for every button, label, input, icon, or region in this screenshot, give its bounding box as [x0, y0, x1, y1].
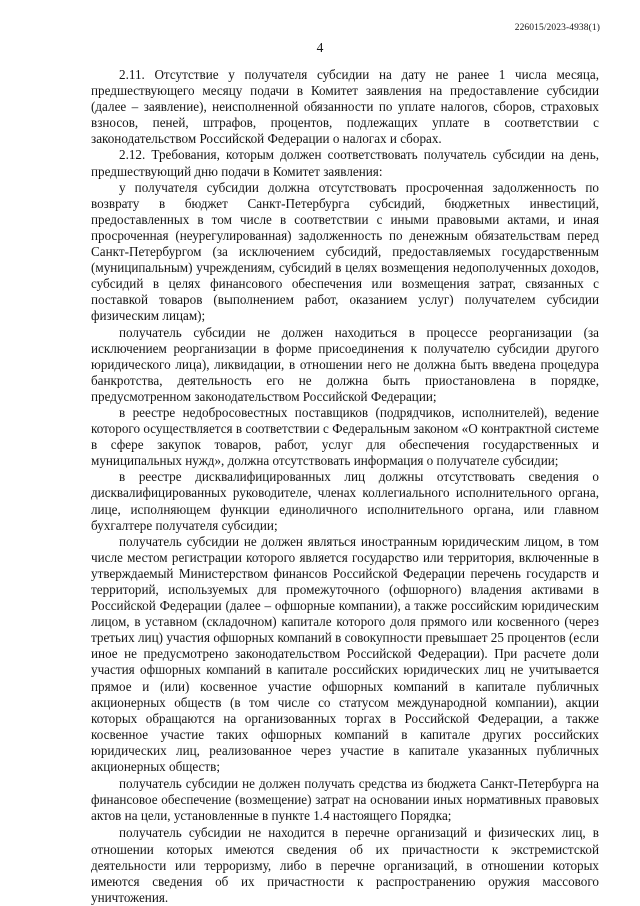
- paragraph-2-12: 2.12. Требования, которым должен соответствовать получатель субсидии на день, предшествующий дню подачи в Комитет заявления:: [91, 147, 599, 179]
- page-number: 4: [316, 40, 324, 55]
- paragraph-no-reorganization-requirement: получатель субсидии не должен находиться в процессе реорганизации (за исключением реорганизации в форме присоединения к получателю субсидии другого юридического лица), ликвидации, в отношении него не должна быть введена процедура банкротства, деятельность его не должна быть приостановлена в порядке, предусмотренном законодательством Российской Федерации;: [91, 324, 599, 404]
- document-body: [91, 67, 599, 906]
- paragraph-unreliable-suppliers-registry: в реестре недобросовестных поставщиков (подрядчиков, исполнителей), ведение которого осуществляется в соответствии с Федеральным законом «О контрактной системе в сфере закупок товаров, работ, услуг для обеспечения государственных и муниципальных нужд», должна отсутствовать информация о получателе субсидии;: [91, 404, 599, 469]
- paragraph-no-other-funding-requirement: получатель субсидии не должен получать средства из бюджета Санкт-Петербурга на финансовое обеспечение (возмещение) затрат на основании иных нормативных правовых актов на цели, установленные в пункте 1.4 настоящего Порядка;: [91, 776, 599, 824]
- paragraph-2-11: 2.11. Отсутствие у получателя субсидии на дату не ранее 1 числа месяца, предшествующего месяцу подачи в Комитет заявления на предоставление субсидии (далее – заявление), неисполненной обязанности по уплате налогов, сборов, страховых взносов, пеней, штрафов, процентов, подлежащих уплате в соответствии с законодательством Российской Федерации о налогах и сборах.: [91, 67, 599, 147]
- paragraph-no-debt-requirement: у получателя субсидии должна отсутствовать просроченная задолженность по возврату в бюджет Санкт-Петербурга субсидий, бюджетных инвестиций, предоставленных в том числе в соответствии с иными правовыми актами, и иная просроченная (неурегулированная) задолженность по денежным обязательствам перед Санкт-Петербургом (за исключением субсидий, предоставляемых государственным (муниципальным) учреждениям, субсидий в целях возмещения недополученных доходов, субсидий в целях финансового обеспечения или возмещения затрат, связанных с поставкой товаров (выполнением работ, оказанием услуг) получателем субсидии физическим лицам);: [91, 179, 599, 324]
- document-registration-number: 226015/2023-4938(1): [514, 23, 600, 33]
- paragraph-extremism-list-requirement: получатель субсидии не находится в перечне организаций и физических лиц, в отношении которых имеются сведения об их причастности к экстремистской деятельности или терроризму, либо в перечне организаций, в отношении которых имеются сведения об их причастности к распространению оружия массового уничтожения.: [91, 825, 599, 905]
- paragraph-disqualified-persons-registry: в реестре дисквалифицированных лиц должны отсутствовать сведения о дисквалифицированных руководителе, членах коллегиального исполнительного органа, лице, исполняющем функции единоличного исполнительного органа, или главном бухгалтере получателя субсидии;: [91, 469, 599, 533]
- paragraph-offshore-requirement: получатель субсидии не должен являться иностранным юридическим лицом, в том числе местом регистрации которого является государство или территория, включенные в утверждаемый Министерством финансов Российской Федерации перечень государств и территорий, используемых для промежуточного (офшорного) владения активами в Российской Федерации (далее – офшорные компании), а также российским юридическим лицом, в уставном (складочном) капитале которого доля прямого или косвенного (через третьих лиц) участия офшорных компаний в совокупности превышает 25 процентов (если иное не предусмотрено законодательством Российской Федерации). При расчете доли участия офшорных компаний в капитале российских юридических лиц не учитывается прямое и (или) косвенное участие офшорных компаний в капитале публичных акционерных обществ (в том числе со статусом международной компании), акции которых обращаются на организованных торгах в Российской Федерации, а также косвенное участие таких офшорных компаний в капитале других российских юридических лиц, реализованное через участие в капитале указанных публичных акционерных обществ;: [91, 533, 599, 775]
